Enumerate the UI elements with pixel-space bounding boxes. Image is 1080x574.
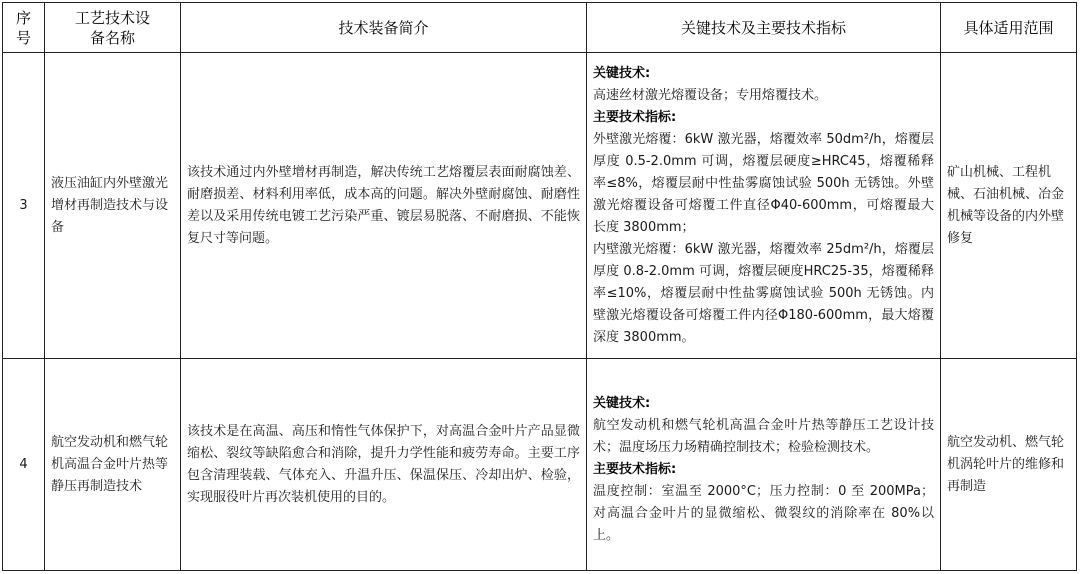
header-serial: 序号 bbox=[3, 3, 45, 53]
indicator-title: 主要技术指标: bbox=[593, 109, 677, 125]
header-row bbox=[3, 3, 1077, 53]
row-serial: 3 bbox=[3, 53, 45, 359]
row-serial: 4 bbox=[3, 359, 45, 571]
indicator-title: 主要技术指标: bbox=[593, 461, 677, 477]
table-row bbox=[3, 359, 1077, 571]
indicator-text: 外壁激光熔覆：6kW 激光器，熔覆效率 50dm²/h，熔覆层厚度 0.5-2.0mm 可调，熔覆层硬度≥HRC45，熔覆稀释率≤8%，熔覆层耐中性盐雾腐蚀试验 500h 无锈蚀。外壁激光熔覆设备可熔覆工件直径Φ40-600mm，可熔覆最大长度 3800mm； bbox=[593, 131, 934, 235]
row-scope: 矿山机械、工程机械、石油机械、冶金机械等设备的内外壁修复 bbox=[941, 53, 1077, 359]
row-name: 液压油缸内外壁激光增材再制造技术与设备 bbox=[45, 53, 181, 359]
row-key-tech bbox=[587, 359, 941, 571]
indicator-text: 内壁激光熔覆：6kW 激光器，熔覆效率 25dm²/h，熔覆层厚度 0.8-2.0mm 可调，熔覆层硬度HRC25-35，熔覆稀释率≤10%，熔覆层耐中性盐雾腐蚀试验 500h 无锈蚀。内壁激光熔覆设备可熔覆工件内径Φ180-600mm，最大熔覆深度 3800mm。 bbox=[593, 241, 934, 345]
key-tech-text: 高速丝材激光熔覆设备；专用熔覆技术。 bbox=[593, 87, 828, 103]
row-scope: 航空发动机、燃气轮机涡轮叶片的维修和再制造 bbox=[941, 359, 1077, 571]
row-intro: 该技术通过内外壁增材再制造，解决传统工艺熔覆层表面耐腐蚀差、耐磨损差、材料利用率低，成本高的问题。解决外壁耐腐蚀、耐磨性差以及采用传统电镀工艺污染严重、镀层易脱落、不耐磨损、不能恢复尺寸等问题。 bbox=[181, 53, 587, 359]
table-row bbox=[3, 53, 1077, 359]
indicator-text: 温度控制：室温至 2000°C；压力控制：0 至 200MPa；对高温合金叶片的显微缩松、微裂纹的消除率在 80%以上。 bbox=[593, 483, 934, 543]
key-tech-title: 关键技术: bbox=[593, 395, 651, 411]
header-scope: 具体适用范围 bbox=[941, 3, 1077, 53]
key-tech-text: 航空发动机和燃气轮机高温合金叶片热等静压工艺设计技术；温度场压力场精确控制技术；检验检测技术。 bbox=[593, 417, 934, 455]
header-intro: 技术装备简介 bbox=[181, 3, 587, 53]
header-name: 工艺技术设备名称 bbox=[45, 3, 181, 53]
key-tech-title: 关键技术: bbox=[593, 65, 651, 81]
row-intro: 该技术是在高温、高压和惰性气体保护下，对高温合金叶片产品显微缩松、裂纹等缺陷愈合和消除，提升力学性能和疲劳寿命。主要工序包含清理装载、气体充入、升温升压、保温保压、冷却出炉、检验，实现服役叶片再次装机使用的目的。 bbox=[181, 359, 587, 571]
row-name: 航空发动机和燃气轮机高温合金叶片热等静压再制造技术 bbox=[45, 359, 181, 571]
row-key-tech bbox=[587, 53, 941, 359]
technology-table bbox=[2, 2, 1077, 571]
header-key-tech: 关键技术及主要技术指标 bbox=[587, 3, 941, 53]
